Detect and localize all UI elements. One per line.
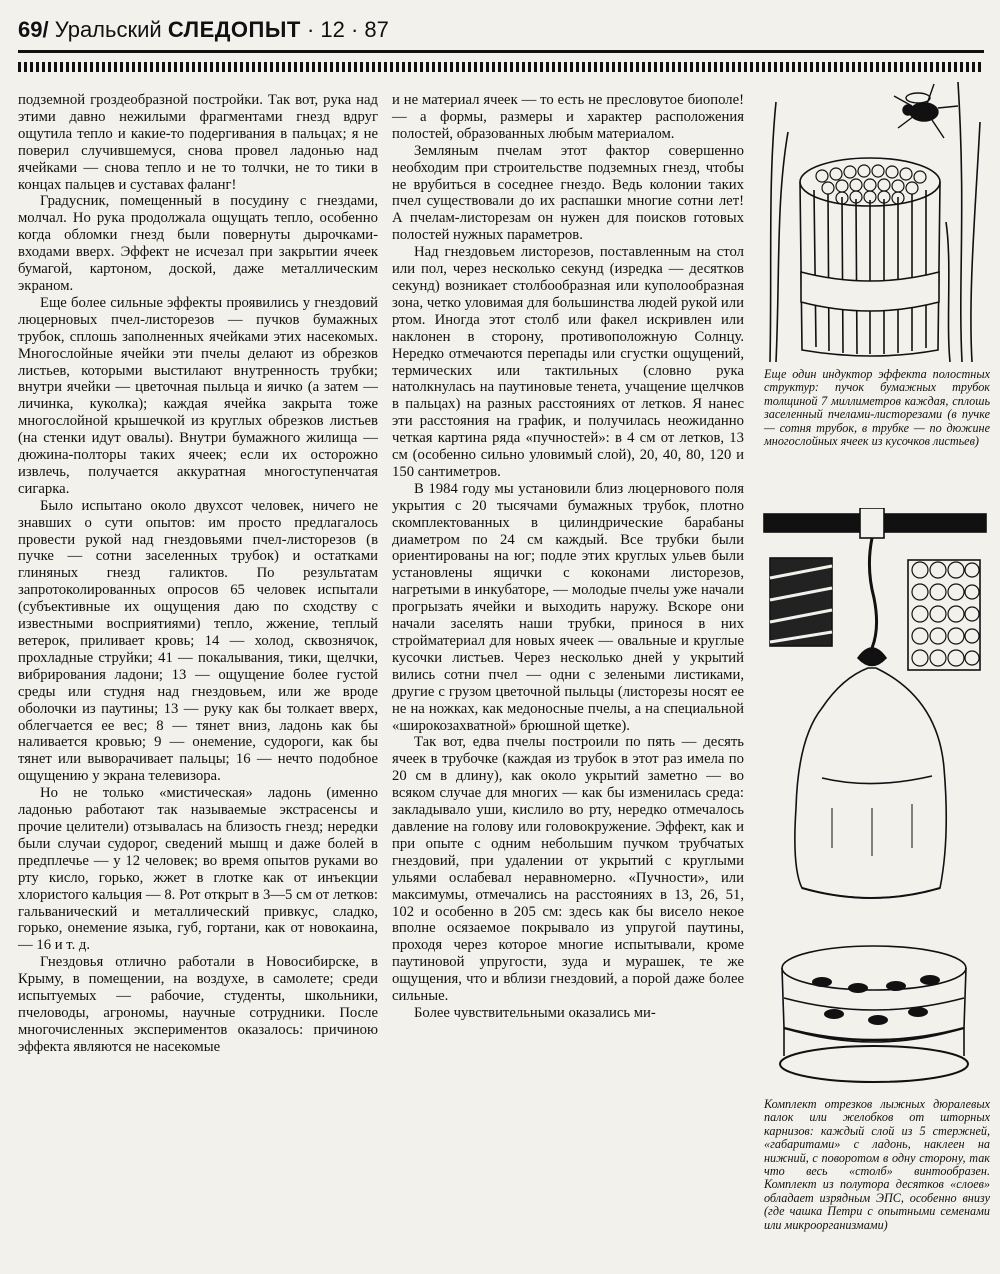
paragraph: Более чувствительными оказались ми-	[414, 1004, 656, 1021]
rod-stack-illustration	[762, 508, 988, 1094]
illustration-caption-bottom: Комплект отрезков лыжных дюралевых палок или желобков от шторных карнизов: каждый слой из 5 стержней, «габаритами» с ладонь, наклеен на нижний, с поворотом в одну сторону, так что весь «столб» винтообразен. Комплект из полутора десятков «слоев» обладает изрядным ЭПС, особенно внизу (где чашка Петри с опытными семенами или микроорганизмами)	[764, 1097, 990, 1232]
header-rule	[18, 50, 984, 53]
magazine-prefix: Уральский	[54, 17, 162, 42]
tube-bundle-illustration	[762, 62, 988, 362]
paragraph: Было испытано около двухсот человек, ничего не знавших о сути опытов: им просто предлагалось провести рукой над гнездовьями пчел-листорезов (в пучке — сотни заселенных трубок) и остатками глиняных гнезд галиктов. По результатам запротоколированных опросов 65 человек испытали (субъективные их ощущения даю по сходству с известными восприятиями) тепло, жжение, теплый ветерок, приливает кровь; 14 — холод, сквознячок, прохладные струйки; 41 — покалывания, тики, щелчки, вибрирования ладони; 13 — ощущение более густой среды или студня над гнездовьем, или же вроде оболочки из паутины; 13 — руку как бы толкает вверх, облегчается ее вес; 8 — тянет вниз, ладонь как бы наливается кровью; 9 — онемение, судороги, как бы тянет или выворачивает пальцы; 16 — нечто подобное ощущению у экрана телевизора.	[18, 497, 378, 785]
page-header	[18, 12, 984, 48]
magazine-name: СЛЕДОПЫТ	[167, 17, 301, 42]
paragraph: подземной гроздеобразной постройки. Так вот, рука над этими давно нежилыми фрагментами гнезд вдруг ощутила тепло и какие-то подергивания в пальцах; я не поверил случившемуся, снова провел ладонью над ячейками — снова тепло и не то толчки, не то тики в концах пальцев и суставах фаланг!	[18, 92, 378, 193]
text-column-left	[18, 92, 378, 1056]
paragraph: Еще более сильные эффекты проявились у гнездовий люцерновых пчел-листорезов — пучков бумажных трубок, сплошь заполненных ячейками этих насекомых. Многослойные ячейки эти пчелы делают из обрезков листьев, которыми выстилают внутренность трубки; внутри ячейки — цветочная пыльца и яичко (а затем — личинка, куколка); каждая ячейка закрыта тоже многослойной крышечкой из круглых обрезков листьев (на стенки идут овалы). Внутри бумажного жилища — дюжина-полторы таких ячеек; если их осторожно извлечь, получается аккуратная многоступенчатая сигарка.	[18, 294, 378, 497]
paragraph: Но не только «мистическая» ладонь (именно ладонью работают так называемые экстрасенсы и прочие целители) отзывалась на близость гнезд; нередки были случаи судорог, сведений мышц и даже болей в предплечье — у 12 человек; во время опытов руками во рту кисло, горько, жжет в глотке как от инъекции хлористого кальция — 8. Рот открыт в 3—5 см от летков: гальванический и металлический привкус, сладко, горько, онемение языка, губ, гортани, как от новокаина, — 16 и т. д.	[18, 785, 378, 954]
paragraph: Над гнездовьем листорезов, поставленным на стол или пол, через несколько секунд (изредка — десятков секунд) возникает столбообразная или куполообразная зона, четко уловимая для большинства людей рукой или ртом. Иногда этот столб или факел искривлен или наклонен в сторону, противоположную Солнцу. Нередко отмечаются перепады или сгустки ощущений, термических или тактильных (словно рука натолкнулась на паутиновые тенета, учащение щелчков в пальцах) на разных расстояниях от летков. Я нанес эти расстояния на график, и получилась неожиданно четкая картина ряда «пучностей»: в 4 см от летков, 13 см (особенно сильно уловимый слой), 20, 40, 80, 120 и 150 сантиметров.	[392, 244, 744, 480]
paragraph: Так вот, едва пчелы построили по пять — десять ячеек в трубочке (каждая из трубок в этот раз имела по 20 см в длину), как около укрытий заметно — во всяком случае для многих — как бы изменилась среда: закладывало уши, кислило во рту, нередко отмечалось давление на голову или головокружение. Эффект, как и при опыте с одним небольшим пучком трубчатых гнездовий, при удалении от укрытий с круглыми ульями ослабевал неравномерно. «Пучности», или максимумы, отмечались на расстояниях в 13, 26, 51, 102 и особенно в 205 см: здесь как бы висело некое вполне осязаемое покрывало из упругой паутины, проходя через которое многие испытывали, кроме паутиновой упругости, зуда и мурашек, те же ощущения, что и вблизи гнездовий, а порой даже более сильные.	[392, 734, 744, 1005]
paragraph: Градусник, помещенный в посудину с гнездами, молчал. Но рука продолжала ощущать тепло, особенно когда обломки гнезд были повернуты дырочками-входами вверх. Эффект не исчезал при закрытии ячеек бумагой, картоном, доской, даже металлическим экраном.	[18, 193, 378, 294]
paragraph: Земляным пчелам этот фактор совершенно необходим при строительстве подземных гнезд, чтобы не врубиться в соседнее гнездо. Ведь колонии таких пчел существовали до их распашки многие сотни лет! А пчелам-листорезам он нужен для поисков готовых полостей нужных параметров.	[392, 142, 744, 244]
paragraph: В 1984 году мы установили близ люцернового поля укрытия с 20 тысячами бумажных трубок, плотно скомплектованных в цилиндрические барабаны диаметром по 24 см каждый. Все трубки были ориентированы на юг; подле этих круглых ульев были установлены ящички с коконами листорезов, нагретыми в инкубаторе, — молодые пчелы уже начали прогрызать ячейки и выходить наружу. Вскоре они начали заселять наши трубки, принося в них стройматериал для новых ячеек — овальные и круглые кусочки листьев. Через несколько дней у укрытий вились сотни пчел — одни с зелеными листиками, другие с грузом цветочной пыльцы (листорезы носят ее не на ножках, как медоносные пчелы, а на специальной «широкозахватной» брюшной щетке).	[392, 480, 744, 734]
paragraph: Гнездовья отлично работали в Новосибирске, в Крыму, в помещении, на воздухе, в самолете; среди испытуемых — рабочие, студенты, школьники, пчеловоды, агрономы, научные сотрудники. После многочисленных экспериментов оказалось: причиною эффекта являются не насекомые	[18, 954, 378, 1055]
paragraph: и не материал ячеек — то есть не пресловутое биополе! — а формы, размеры и характер расположения полостей, образованных любым материалом.	[392, 92, 744, 142]
issue-number: · 12 · 87	[306, 17, 389, 42]
illustration-caption-top: Еще один индуктор эффекта полостных структур: пучок бумажных трубок толщиной 7 миллиметров каждая, сплошь заселенный пчелами-листорезами (в пучке — сотня трубок, в трубке — по дюжине многослойных ячеек из кусочков листьев)	[764, 367, 990, 449]
text-column-middle	[392, 92, 744, 1022]
page-number: 69/	[18, 17, 49, 42]
